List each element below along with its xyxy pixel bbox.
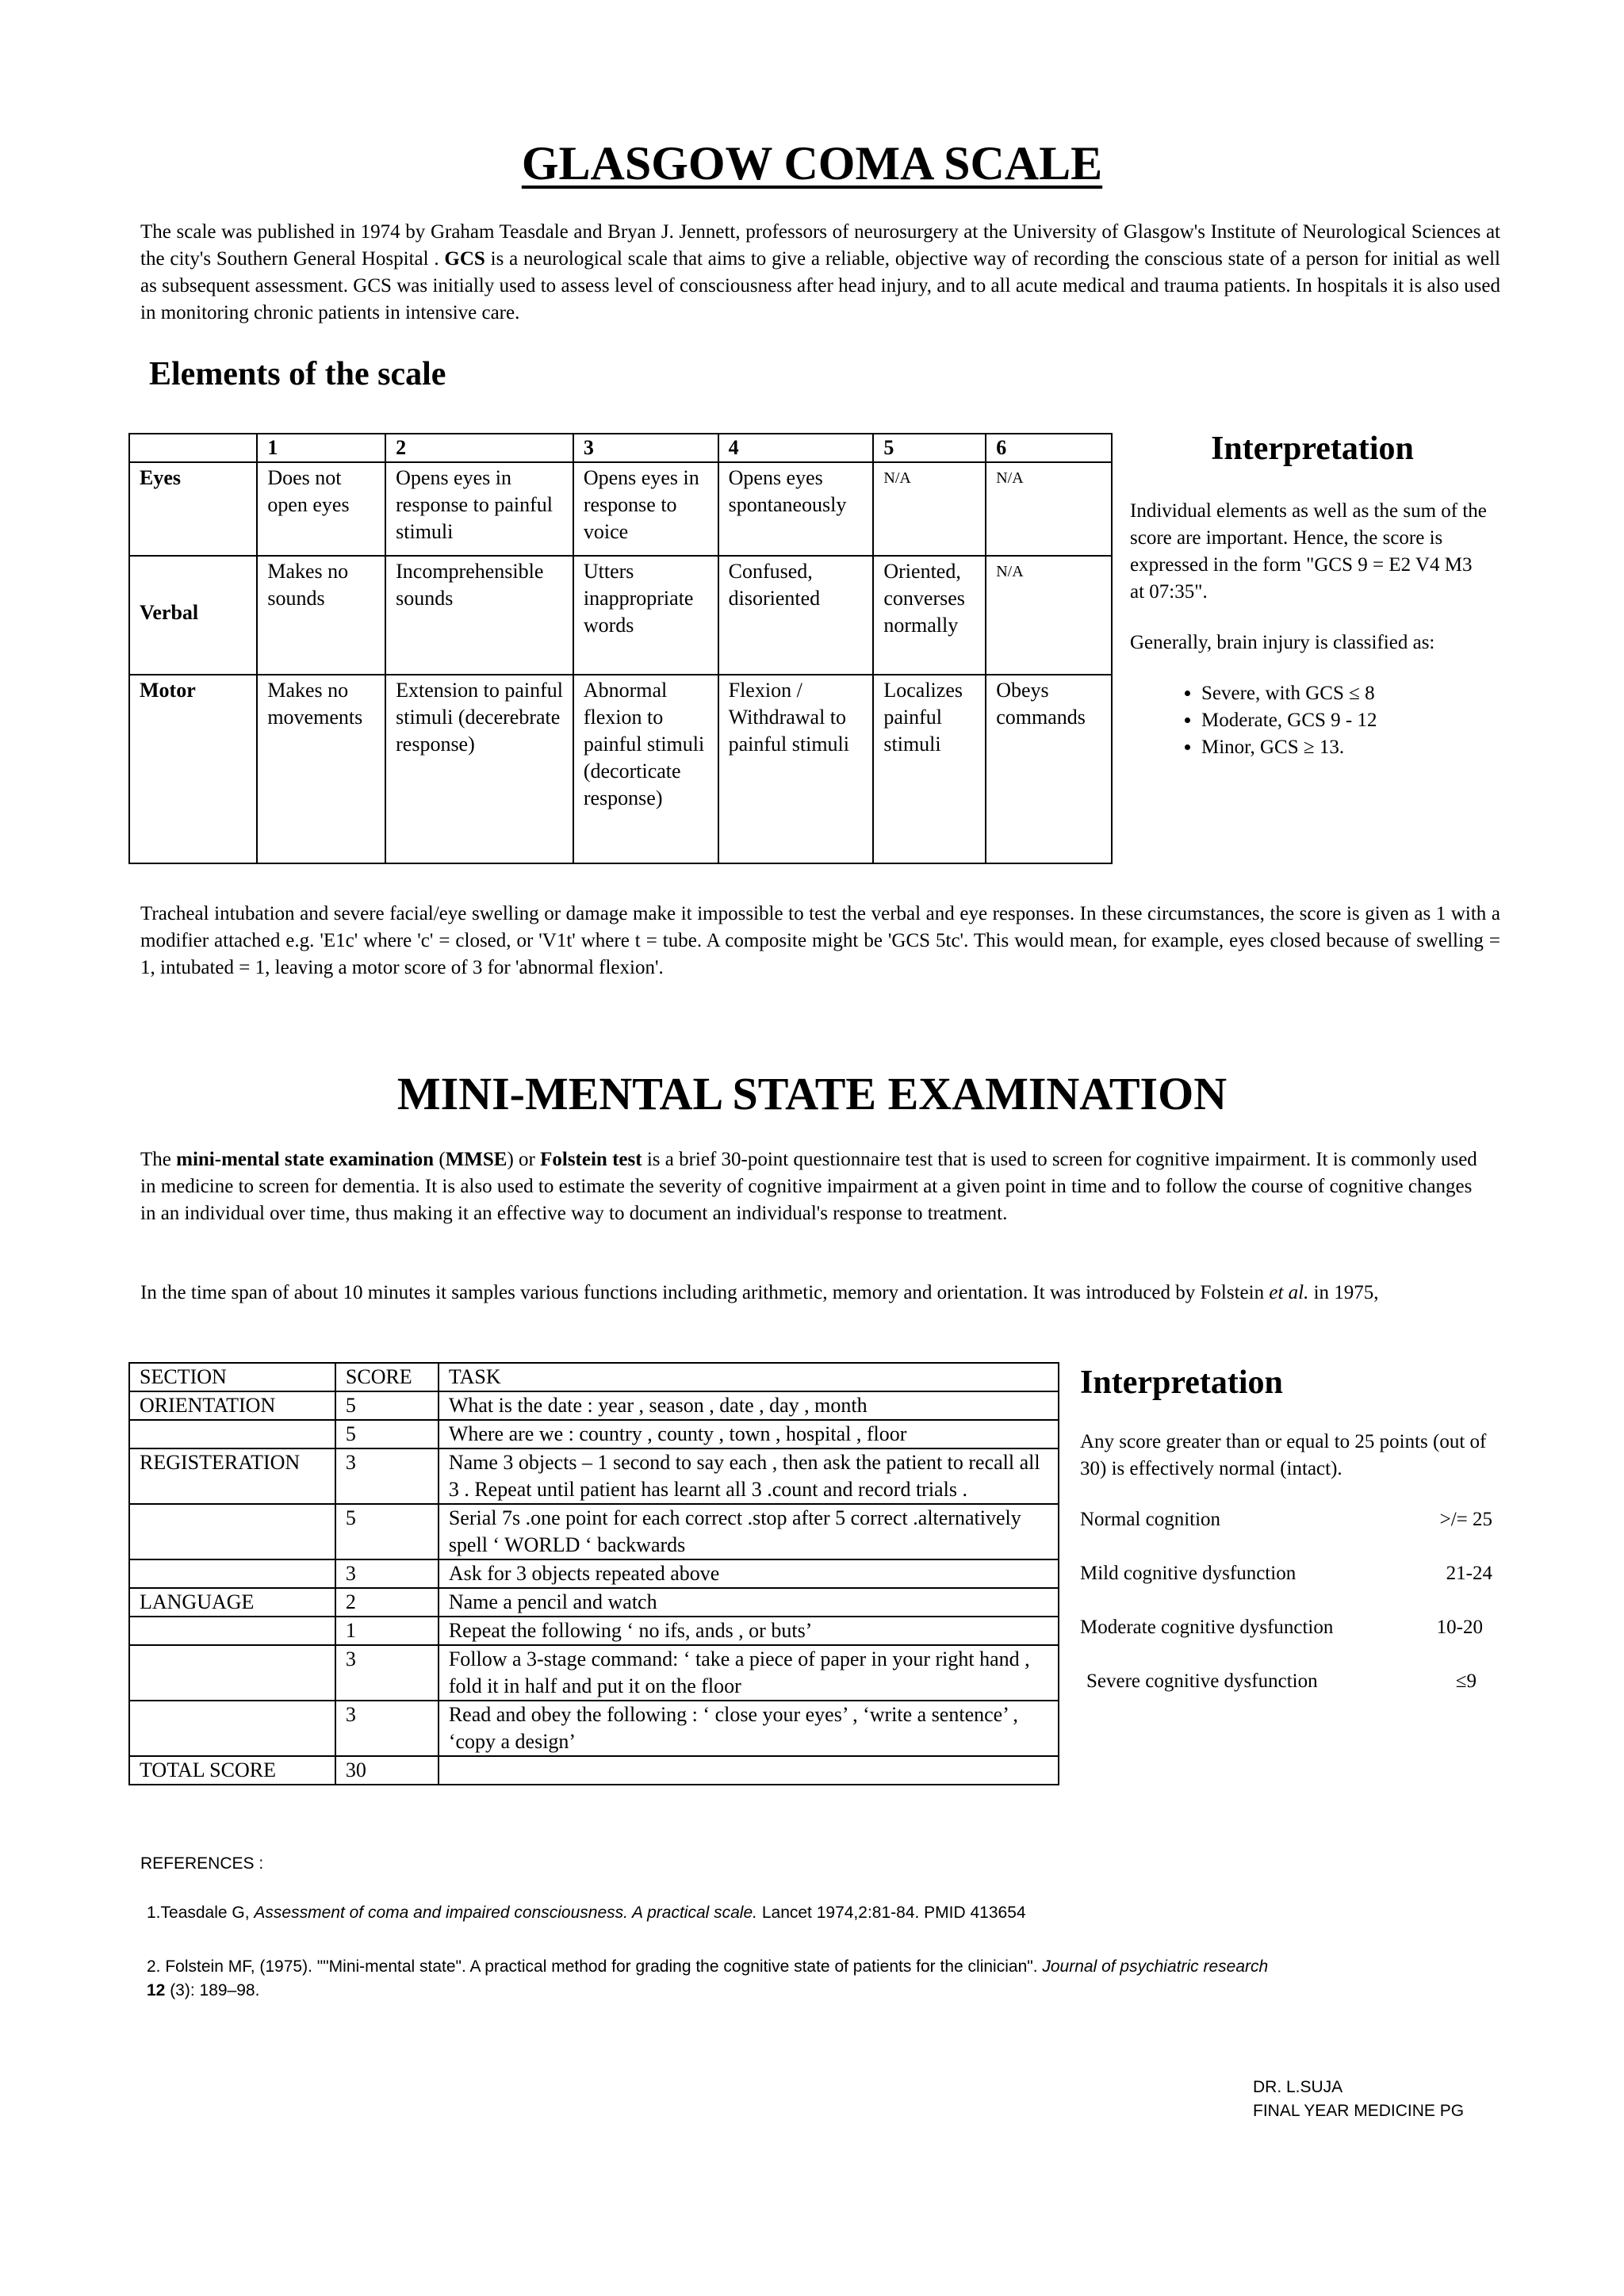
- gcs-cell: Opens eyes in response to voice: [573, 462, 718, 556]
- gcs-severity-list: [1130, 680, 1491, 761]
- gcs-row-label: Eyes: [129, 462, 257, 556]
- gcs-cell: Abnormal flexion to painful stimuli (decorticate response): [573, 675, 718, 863]
- gcs-cell: Oriented, converses normally: [873, 556, 986, 675]
- gcs-interpretation: [1130, 498, 1491, 761]
- gcs-interpretation-text: Generally, brain injury is classified as:: [1130, 632, 1435, 653]
- gcs-interpretation-heading: Interpretation: [1211, 430, 1414, 467]
- gcs-cell: Opens eyes in response to painful stimuli: [385, 462, 573, 556]
- mmse-score-cell: 3: [335, 1701, 439, 1756]
- table-row: [129, 1701, 1059, 1756]
- mmse-section-cell: [129, 1504, 335, 1559]
- gcs-cell: Makes no movements: [257, 675, 385, 863]
- gcs-cell: N/A: [986, 556, 1112, 675]
- mmse-task-cell: Follow a 3-stage command: ‘ take a piece of paper in your right hand , fold it in half and put it on the floor: [439, 1645, 1059, 1701]
- gcs-intubation-note: Tracheal intubation and severe facial/eye swelling or damage make it impossible to test the verbal and eye responses. In these circumstances, the score is given as 1 with a modifier attached e.g. 'E1c' where 'c' = closed, or 'V1t' where t = tube. A composite might be 'GCS 5tc'. This would mean, for example, eyes closed because of swelling = 1, intubated = 1, leaving a motor score of 3 for 'abnormal flexion'.: [140, 903, 1500, 978]
- gcs-row-verbal: [129, 556, 1112, 675]
- gcs-cell: Makes no sounds: [257, 556, 385, 675]
- gcs-table: [128, 433, 1113, 864]
- gcs-row-label: Verbal: [129, 556, 257, 675]
- gcs-title: GLASGOW COMA SCALE: [521, 137, 1103, 189]
- gcs-cell: Incomprehensible sounds: [385, 556, 573, 675]
- mmse-task-cell: Ask for 3 objects repeated above: [439, 1559, 1059, 1588]
- gcs-header-cell: 1: [257, 434, 385, 462]
- mmse-history-paragraph: In the time span of about 10 minutes it samples various functions including arithmetic, memory and orientation. It was introduced by Folstein et al. in 1975,: [140, 1282, 1379, 1303]
- gcs-interpretation-text: Individual elements as well as the sum of the score are important. Hence, the score is expressed in the form "GCS 9 = E2 V4 M3 at 07:35".: [1130, 500, 1487, 603]
- mmse-task-cell: Name 3 objects – 1 second to say each , then ask the patient to recall all 3 . Repeat until patient has learnt all 3 .count and record trials .: [439, 1448, 1059, 1504]
- mmse-title: MINI-MENTAL STATE EXAMINATION: [396, 1068, 1228, 1119]
- mmse-section-cell: [129, 1559, 335, 1588]
- gcs-cell: N/A: [873, 462, 986, 556]
- mmse-table-header-row: [129, 1363, 1059, 1391]
- author-signature: [1253, 2076, 1464, 2123]
- list-item: • Severe, with GCS ≤ 8: [1201, 680, 1491, 707]
- reference-item: 2. Folstein MF, (1975). ""Mini-mental state". A practical method for grading the cognitive state of patients for the clinician". Journal of psychiatric research 12 (3): 189–98.: [147, 1957, 1269, 1999]
- elements-heading: Elements of the scale: [149, 356, 446, 392]
- table-row: [129, 1504, 1059, 1559]
- mmse-section-cell: LANGUAGE: [129, 1588, 335, 1617]
- gcs-cell: Flexion / Withdrawal to painful stimuli: [718, 675, 874, 863]
- mmse-range-label: Normal cognition: [1080, 1509, 1221, 1530]
- mmse-task-cell: Name a pencil and watch: [439, 1588, 1059, 1617]
- mmse-range-value: 10-20: [1436, 1617, 1483, 1638]
- mmse-task-cell: What is the date : year , season , date , day , month: [439, 1391, 1059, 1420]
- gcs-header-cell: 2: [385, 434, 573, 462]
- gcs-cell: Localizes painful stimuli: [873, 675, 986, 863]
- gcs-intro-paragraph: The scale was published in 1974 by Graham Teasdale and Bryan J. Jennett, professors of neurosurgery at the University of Glasgow's Institute of Neurological Sciences at the city's Southern General Hospital . GCS is a neurological scale that aims to give a reliable, objective way of recording the conscious state of a person for initial as well as subsequent assessment. GCS was initially used to assess level of consciousness after head injury, and to all acute medical and trauma patients. In hospitals it is also used in monitoring chronic patients in intensive care.: [140, 221, 1500, 323]
- mmse-score-cell: 5: [335, 1420, 439, 1448]
- gcs-cell: Extension to painful stimuli (decerebrate response): [385, 675, 573, 863]
- table-row: [129, 1448, 1059, 1504]
- mmse-section-cell: [129, 1645, 335, 1701]
- mmse-range-label: Moderate cognitive dysfunction: [1080, 1617, 1334, 1638]
- table-row: [129, 1645, 1059, 1701]
- gcs-header-cell: 5: [873, 434, 986, 462]
- gcs-header-cell: 4: [718, 434, 874, 462]
- gcs-cell: Obeys commands: [986, 675, 1112, 863]
- mmse-header-cell: SECTION: [129, 1363, 335, 1391]
- list-item: • Moderate, GCS 9 - 12: [1201, 707, 1491, 734]
- table-row: [129, 1588, 1059, 1617]
- mmse-task-cell: Repeat the following ‘ no ifs, ands , or buts’: [439, 1617, 1059, 1645]
- mmse-score-cell: 3: [335, 1645, 439, 1701]
- table-row: [129, 1420, 1059, 1448]
- mmse-range-label: Mild cognitive dysfunction: [1080, 1563, 1297, 1584]
- gcs-header-cell: 6: [986, 434, 1112, 462]
- gcs-row-eyes: [129, 462, 1112, 556]
- gcs-cell: Utters inappropriate words: [573, 556, 718, 675]
- mmse-section-cell: [129, 1420, 335, 1448]
- mmse-score-cell: 1: [335, 1617, 439, 1645]
- mmse-task-cell: Serial 7s .one point for each correct .stop after 5 correct .alternatively spell ‘ WORLD ‘ backwards: [439, 1504, 1059, 1559]
- reference-item: 1.Teasdale G, Assessment of coma and impaired consciousness. A practical scale. Lancet 1974,2:81-84. PMID 413654: [147, 1904, 1026, 1922]
- mmse-interpretation-text: Any score greater than or equal to 25 points (out of 30) is effectively normal (intact).: [1080, 1431, 1487, 1479]
- mmse-task-cell: Read and obey the following : ‘ close your eyes’ , ‘write a sentence’ , ‘copy a design’: [439, 1701, 1059, 1756]
- gcs-header-cell: 3: [573, 434, 718, 462]
- table-row: [129, 1559, 1059, 1588]
- mmse-range-value: ≤9: [1455, 1670, 1477, 1692]
- mmse-score-cell: 2: [335, 1588, 439, 1617]
- list-item: • Minor, GCS ≥ 13.: [1201, 734, 1491, 761]
- gcs-cell: Does not open eyes: [257, 462, 385, 556]
- gcs-row-motor: [129, 675, 1112, 863]
- table-row: [129, 1391, 1059, 1420]
- mmse-range-label: Severe cognitive dysfunction: [1086, 1670, 1318, 1692]
- mmse-range-value: 21-24: [1446, 1563, 1492, 1584]
- author-name: DR. L.SUJA: [1253, 2078, 1343, 2096]
- mmse-task-cell: Where are we : country , county , town , hospital , floor: [439, 1420, 1059, 1448]
- mmse-score-cell: 3: [335, 1448, 439, 1504]
- gcs-header-cell: [129, 434, 257, 462]
- mmse-total-row: [129, 1756, 1059, 1785]
- mmse-table: [128, 1362, 1059, 1785]
- mmse-intro-paragraph: The mini-mental state examination (MMSE) or Folstein test is a brief 30-point questionnaire test that is used to screen for cognitive impairment. It is commonly used in medicine to screen for dementia. It is also used to estimate the severity of cognitive impairment at a given point in time and to follow the course of cognitive changes in an individual over time, thus making it an effective way to document an individual's response to treatment.: [140, 1149, 1477, 1224]
- author-role: FINAL YEAR MEDICINE PG: [1253, 2102, 1465, 2120]
- mmse-score-cell: 3: [335, 1559, 439, 1588]
- mmse-score-cell: 30: [335, 1756, 439, 1785]
- gcs-table-header-row: [129, 434, 1112, 462]
- mmse-header-cell: SCORE: [335, 1363, 439, 1391]
- gcs-cell: Opens eyes spontaneously: [718, 462, 874, 556]
- mmse-section-cell: [129, 1617, 335, 1645]
- references-heading: REFERENCES :: [140, 1854, 264, 1873]
- mmse-score-cell: 5: [335, 1504, 439, 1559]
- mmse-score-cell: 5: [335, 1391, 439, 1420]
- mmse-range-value: >/= 25: [1439, 1509, 1492, 1530]
- gcs-row-label: Motor: [129, 675, 257, 863]
- mmse-section-cell: [129, 1701, 335, 1756]
- mmse-section-cell: TOTAL SCORE: [129, 1756, 335, 1785]
- mmse-interpretation-heading: Interpretation: [1080, 1364, 1283, 1401]
- mmse-task-cell: [439, 1756, 1059, 1785]
- gcs-cell: N/A: [986, 462, 1112, 556]
- mmse-header-cell: TASK: [439, 1363, 1059, 1391]
- mmse-section-cell: REGISTERATION: [129, 1448, 335, 1504]
- table-row: [129, 1617, 1059, 1645]
- mmse-section-cell: ORIENTATION: [129, 1391, 335, 1420]
- gcs-cell: Confused, disoriented: [718, 556, 874, 675]
